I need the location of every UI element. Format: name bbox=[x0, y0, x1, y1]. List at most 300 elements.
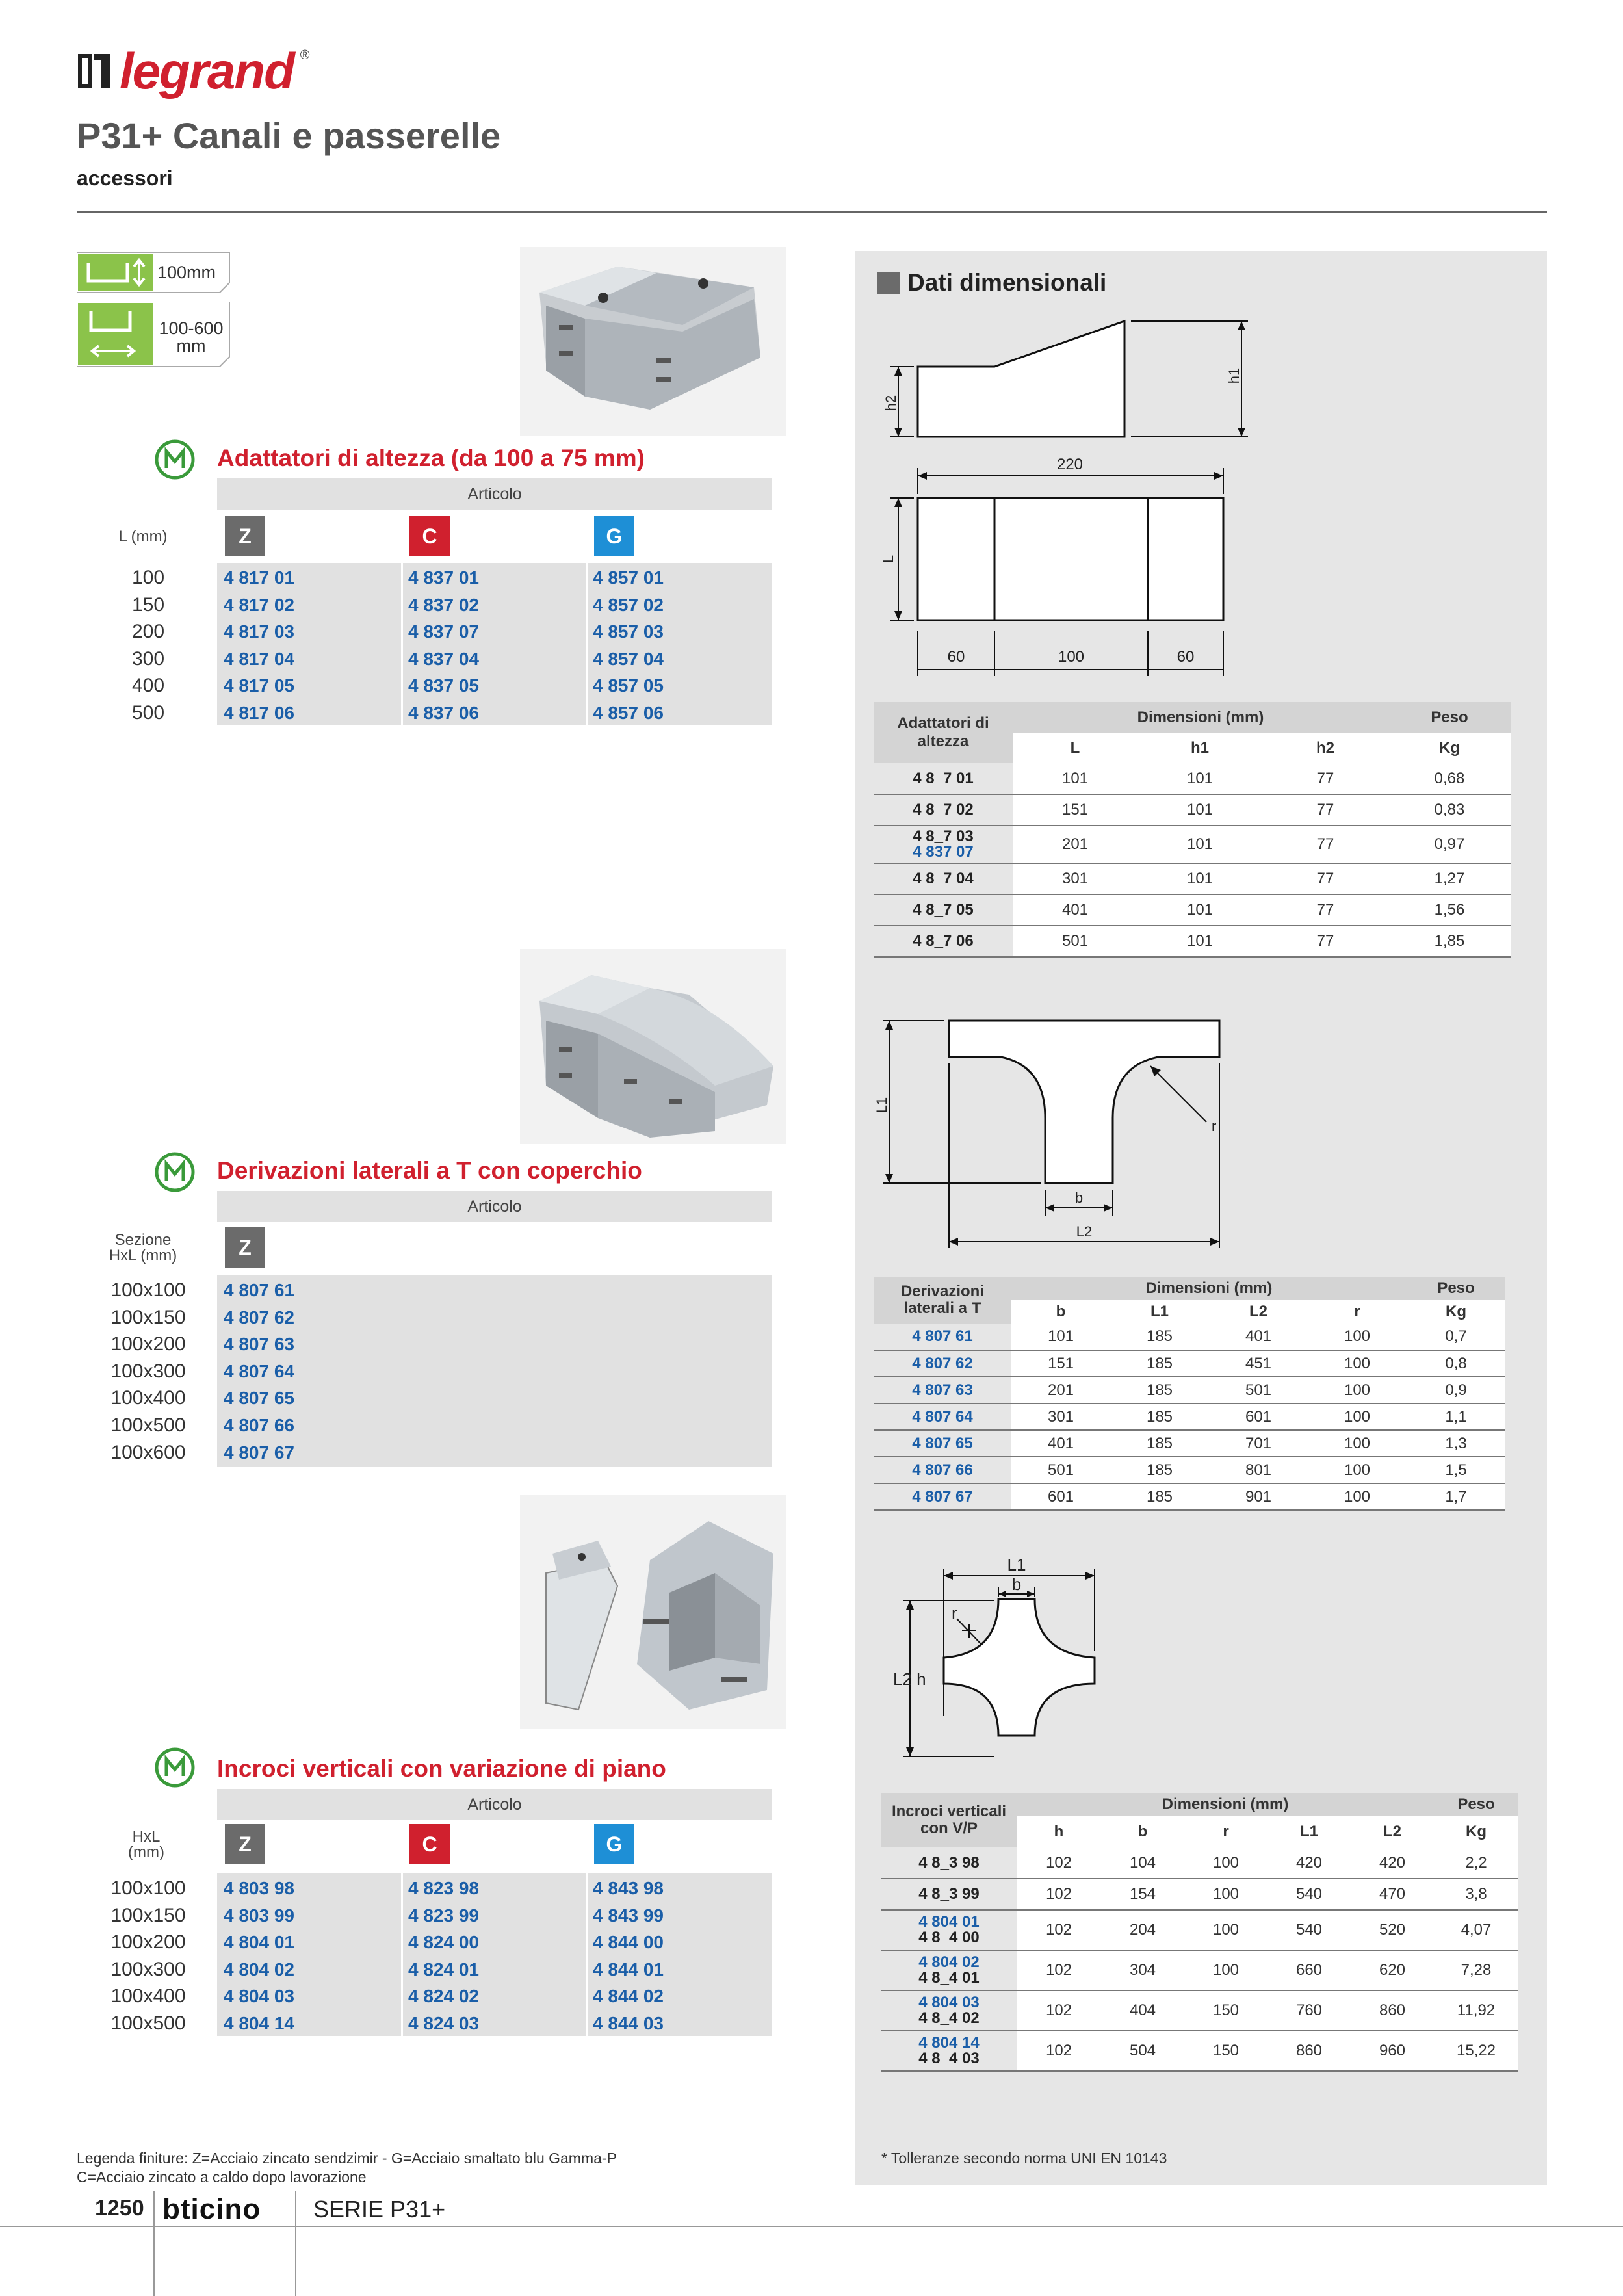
column-header: Kg bbox=[1388, 733, 1511, 763]
table-cell: 1,85 bbox=[1388, 926, 1511, 957]
list-item: 100x600 bbox=[110, 1441, 186, 1463]
table-cell: 101 bbox=[1137, 763, 1262, 794]
row-code: 4 807 63 bbox=[874, 1377, 1011, 1403]
table-cell: 960 bbox=[1351, 2031, 1434, 2071]
adattatore-dimension-diagram bbox=[871, 306, 1261, 683]
table-cell: 101 bbox=[1011, 1324, 1110, 1350]
table-cell: 100 bbox=[1184, 1847, 1267, 1879]
column-header: r bbox=[1308, 1300, 1407, 1324]
table-cell: 185 bbox=[1110, 1377, 1209, 1403]
column-header: L1 bbox=[1110, 1300, 1209, 1324]
table-group-header: Dimensioni (mm) bbox=[1017, 1793, 1434, 1816]
table-cell: 0,7 bbox=[1407, 1324, 1505, 1350]
list-item: 100x400 bbox=[110, 1985, 186, 2007]
product-code: 4 844 01 bbox=[593, 1959, 664, 1979]
table-cell: 100 bbox=[1308, 1430, 1407, 1457]
table-cell: 540 bbox=[1267, 1910, 1351, 1950]
table-cell: 102 bbox=[1017, 1879, 1101, 1910]
table-row bbox=[874, 863, 1511, 894]
product-code: 4 857 01 bbox=[593, 567, 664, 588]
product-code: 4 857 03 bbox=[593, 621, 664, 642]
table-cell: 201 bbox=[1013, 826, 1137, 863]
table-cell: 0,83 bbox=[1388, 794, 1511, 826]
table-cell: 860 bbox=[1351, 1990, 1434, 2031]
derivazioni-l-column bbox=[103, 1277, 194, 1466]
list-item: 100x200 bbox=[110, 1333, 186, 1355]
table-cell: 0,68 bbox=[1388, 763, 1511, 794]
table-row bbox=[881, 1990, 1518, 2031]
legrand-logo bbox=[77, 43, 309, 99]
column-header: Kg bbox=[1434, 1816, 1518, 1847]
table-cell: 501 bbox=[1011, 1457, 1110, 1483]
table-cell: 620 bbox=[1351, 1950, 1434, 1990]
column-header: h bbox=[1017, 1816, 1101, 1847]
dim-label: 60 bbox=[947, 648, 965, 666]
table-cell: 404 bbox=[1101, 1990, 1184, 2031]
row-code-alt: 4 804 03 bbox=[918, 1994, 980, 2011]
table-row bbox=[874, 763, 1511, 794]
product-code: 4 843 99 bbox=[593, 1905, 664, 1925]
table-peso-header: Peso bbox=[1407, 1277, 1505, 1300]
row-code: 4 8_7 04 bbox=[874, 863, 1013, 894]
table-corner: Incroci verticali con V/P bbox=[881, 1793, 1017, 1847]
product-code: 4 807 67 bbox=[224, 1442, 294, 1463]
adattatori-l-column bbox=[110, 564, 186, 727]
row-code-alt: 4 804 14 bbox=[918, 2034, 980, 2052]
finish-z-icon: Z bbox=[225, 1824, 265, 1864]
dim-label: L2 h bbox=[893, 1669, 926, 1689]
product-code: 4 817 05 bbox=[224, 675, 294, 696]
list-item: 400 bbox=[131, 675, 165, 697]
brand-name: legrand bbox=[120, 42, 294, 99]
column-header: h2 bbox=[1262, 733, 1388, 763]
table-cell: 0,97 bbox=[1388, 826, 1511, 863]
table-row bbox=[874, 1403, 1505, 1430]
table-cell: 101 bbox=[1013, 763, 1137, 794]
adattatori-articolo-header: Articolo bbox=[217, 478, 772, 510]
table-cell: 154 bbox=[1101, 1879, 1184, 1910]
column-header: L2 bbox=[1209, 1300, 1308, 1324]
table-cell: 77 bbox=[1262, 826, 1388, 863]
row-code: 4 8_4 03 bbox=[918, 2050, 980, 2067]
table-row bbox=[874, 794, 1511, 826]
derivazione-product-image bbox=[520, 949, 786, 1144]
height-badge-label: 100mm bbox=[157, 263, 216, 282]
product-code: 4 824 01 bbox=[408, 1959, 479, 1979]
column-header: b bbox=[1011, 1300, 1110, 1324]
table-cell: 101 bbox=[1137, 794, 1262, 826]
product-code: 4 837 05 bbox=[408, 675, 479, 696]
row-code: 4 807 61 bbox=[874, 1324, 1011, 1350]
table-cell: 801 bbox=[1209, 1457, 1308, 1483]
table-row bbox=[874, 894, 1511, 926]
incroci-c-codes bbox=[402, 1875, 584, 2037]
incroci-title: Incroci verticali con variazione di piano bbox=[217, 1755, 666, 1782]
list-item: 100x200 bbox=[110, 1931, 186, 1953]
column-header: b bbox=[1101, 1816, 1184, 1847]
table-row bbox=[874, 1324, 1505, 1350]
table-row bbox=[874, 826, 1511, 863]
table-cell: 101 bbox=[1137, 926, 1262, 957]
product-code: 4 837 02 bbox=[408, 594, 479, 615]
product-code: 4 804 01 bbox=[224, 1932, 294, 1953]
product-code: 4 844 00 bbox=[593, 1932, 664, 1953]
table-row bbox=[881, 1879, 1518, 1910]
table-cell: 185 bbox=[1110, 1350, 1209, 1377]
adattatori-dim-table bbox=[874, 702, 1511, 958]
product-code: 4 843 98 bbox=[593, 1878, 664, 1898]
footer-vline bbox=[295, 2191, 296, 2296]
label-line: HxL (mm) bbox=[109, 1247, 177, 1264]
row-code: 4 807 62 bbox=[874, 1350, 1011, 1377]
table-cell: 301 bbox=[1013, 863, 1137, 894]
row-code-alt: 4 804 01 bbox=[918, 1913, 980, 1931]
list-item: 150 bbox=[131, 594, 165, 616]
product-code: 4 824 03 bbox=[408, 2013, 479, 2033]
product-code: 4 844 03 bbox=[593, 2013, 664, 2033]
table-cell: 520 bbox=[1351, 1910, 1434, 1950]
table-cell: 77 bbox=[1262, 894, 1388, 926]
width-badge bbox=[77, 302, 230, 367]
finish-c-icon: C bbox=[409, 1824, 450, 1864]
table-cell: 4,07 bbox=[1434, 1910, 1518, 1950]
product-code: 4 803 98 bbox=[224, 1878, 294, 1898]
row-code-alt: 4 804 02 bbox=[918, 1953, 980, 1971]
table-cell: 151 bbox=[1011, 1350, 1110, 1377]
product-code: 4 857 02 bbox=[593, 594, 664, 615]
row-code: 4 8_7 02 bbox=[874, 794, 1013, 826]
dim-label: 220 bbox=[1056, 456, 1084, 473]
dim-label: L1 bbox=[874, 1097, 890, 1114]
product-code: 4 804 03 bbox=[224, 1986, 294, 2007]
certification-icon bbox=[155, 1152, 195, 1192]
table-row bbox=[874, 1430, 1505, 1457]
product-code: 4 837 07 bbox=[408, 621, 479, 642]
incroci-articolo-header: Articolo bbox=[217, 1789, 772, 1820]
table-cell: 301 bbox=[1011, 1403, 1110, 1430]
table-cell: 150 bbox=[1184, 2031, 1267, 2071]
product-code: 4 807 66 bbox=[224, 1415, 294, 1435]
table-cell: 540 bbox=[1267, 1879, 1351, 1910]
incroci-l-column bbox=[103, 1875, 194, 2037]
list-item: 500 bbox=[131, 701, 165, 724]
list-item: 100x400 bbox=[110, 1387, 186, 1409]
bticino-logo: bticino bbox=[162, 2193, 261, 2225]
list-item: 300 bbox=[131, 647, 165, 670]
product-code: 4 817 01 bbox=[224, 567, 294, 588]
table-cell: 420 bbox=[1351, 1847, 1434, 1879]
product-code: 4 857 05 bbox=[593, 675, 664, 696]
table-row bbox=[874, 1483, 1505, 1510]
adattatori-l-label: L (mm) bbox=[118, 528, 168, 545]
derivazioni-articolo-header: Articolo bbox=[217, 1191, 772, 1222]
product-code: 4 817 04 bbox=[224, 648, 294, 669]
product-code: 4 857 04 bbox=[593, 648, 664, 669]
product-code: 4 817 03 bbox=[224, 621, 294, 642]
table-cell: 101 bbox=[1137, 863, 1262, 894]
table-group-header: Dimensioni (mm) bbox=[1011, 1277, 1407, 1300]
legend-line: C=Acciaio zincato a caldo dopo lavorazione bbox=[77, 2169, 367, 2185]
column-header: L bbox=[1013, 733, 1137, 763]
row-code: 4 8_7 05 bbox=[874, 894, 1013, 926]
row-code: 4 8_7 03 bbox=[913, 828, 974, 845]
table-cell: 100 bbox=[1308, 1457, 1407, 1483]
table-cell: 1,27 bbox=[1388, 863, 1511, 894]
table-cell: 77 bbox=[1262, 863, 1388, 894]
table-cell: 102 bbox=[1017, 2031, 1101, 2071]
list-item: 100x500 bbox=[110, 1414, 186, 1436]
list-item: 100x500 bbox=[110, 2012, 186, 2034]
page-title: P31+ Canali e passerelle bbox=[77, 115, 501, 156]
table-row bbox=[874, 926, 1511, 957]
row-code: 4 8_4 00 bbox=[918, 1929, 980, 1946]
table-cell: 660 bbox=[1267, 1950, 1351, 1990]
product-code: 4 823 99 bbox=[408, 1905, 479, 1925]
product-code: 4 804 02 bbox=[224, 1959, 294, 1979]
table-cell: 304 bbox=[1101, 1950, 1184, 1990]
table-cell: 1,3 bbox=[1407, 1430, 1505, 1457]
row-code: 4 8_3 98 bbox=[918, 1853, 980, 1872]
table-cell: 760 bbox=[1267, 1990, 1351, 2031]
dim-label: b bbox=[1011, 1574, 1022, 1594]
product-code: 4 844 02 bbox=[593, 1986, 664, 2007]
table-cell: 185 bbox=[1110, 1324, 1209, 1350]
list-item: 100x300 bbox=[110, 1958, 186, 1980]
table-cell: 3,8 bbox=[1434, 1879, 1518, 1910]
table-cell: 185 bbox=[1110, 1483, 1209, 1510]
legend-line: Legenda finiture: Z=Acciaio zincato sendzimir - G=Acciaio smaltato blu Gamma-P bbox=[77, 2150, 617, 2167]
finish-z-icon: Z bbox=[225, 1227, 265, 1268]
label-line: HxL bbox=[132, 1828, 161, 1846]
product-code: 4 837 04 bbox=[408, 648, 479, 669]
incroci-dim-table bbox=[881, 1793, 1518, 2072]
product-code: 4 837 06 bbox=[408, 702, 479, 723]
product-code: 4 824 00 bbox=[408, 1932, 479, 1953]
table-cell: 701 bbox=[1209, 1430, 1308, 1457]
dim-label: 100 bbox=[1058, 648, 1085, 666]
row-code: 4 807 65 bbox=[874, 1430, 1011, 1457]
table-peso-header: Peso bbox=[1388, 702, 1511, 733]
row-code: 4 807 66 bbox=[874, 1457, 1011, 1483]
table-cell: 100 bbox=[1308, 1483, 1407, 1510]
table-cell: 100 bbox=[1308, 1403, 1407, 1430]
adattatori-z-codes bbox=[217, 564, 399, 727]
tolleranze-note: * Tolleranze secondo norma UNI EN 10143 bbox=[881, 2150, 1167, 2167]
table-cell: 470 bbox=[1351, 1879, 1434, 1910]
table-cell: 601 bbox=[1011, 1483, 1110, 1510]
table-cell: 420 bbox=[1267, 1847, 1351, 1879]
row-code: 4 8_4 02 bbox=[918, 2009, 980, 2027]
incrocio-product-image bbox=[520, 1495, 786, 1729]
dim-label: L1 bbox=[1007, 1555, 1026, 1574]
footer-divider bbox=[0, 2226, 1623, 2227]
table-cell: 601 bbox=[1209, 1403, 1308, 1430]
table-cell: 201 bbox=[1011, 1377, 1110, 1403]
finish-z-icon: Z bbox=[225, 516, 265, 556]
table-row bbox=[874, 1377, 1505, 1403]
table-cell: 100 bbox=[1184, 1950, 1267, 1990]
adattatore-product-image bbox=[520, 247, 786, 436]
table-cell: 77 bbox=[1262, 763, 1388, 794]
finish-c-icon: C bbox=[409, 516, 450, 556]
product-code: 4 817 02 bbox=[224, 594, 294, 615]
finish-g-icon: G bbox=[594, 1824, 634, 1864]
product-code: 4 807 62 bbox=[224, 1307, 294, 1327]
table-cell: 204 bbox=[1101, 1910, 1184, 1950]
product-code: 4 807 61 bbox=[224, 1280, 294, 1300]
brand-reg: ® bbox=[300, 48, 310, 62]
incrocio-dimension-diagram bbox=[871, 1547, 1144, 1762]
footer-serie: SERIE P31+ bbox=[313, 2196, 446, 2223]
adattatori-g-codes bbox=[586, 564, 768, 727]
dim-label: 60 bbox=[1176, 648, 1195, 666]
legrand-mark-icon bbox=[77, 50, 113, 92]
table-cell: 185 bbox=[1110, 1403, 1209, 1430]
product-code: 4 823 98 bbox=[408, 1878, 479, 1898]
height-badge bbox=[77, 252, 230, 293]
table-cell: 104 bbox=[1101, 1847, 1184, 1879]
table-cell: 1,7 bbox=[1407, 1483, 1505, 1510]
derivazioni-sezione-label bbox=[97, 1233, 188, 1264]
table-corner: Adattatori di altezza bbox=[874, 702, 1013, 763]
incroci-g-codes bbox=[586, 1875, 768, 2037]
table-row bbox=[881, 1910, 1518, 1950]
footer-vline bbox=[153, 2191, 155, 2296]
adattatori-title: Adattatori di altezza (da 100 a 75 mm) bbox=[217, 445, 645, 471]
row-code: 4 807 64 bbox=[874, 1403, 1011, 1430]
list-item: 100 bbox=[131, 567, 165, 588]
table-cell: 102 bbox=[1017, 1990, 1101, 2031]
table-cell: 150 bbox=[1184, 1990, 1267, 2031]
table-cell: 1,1 bbox=[1407, 1403, 1505, 1430]
table-cell: 100 bbox=[1308, 1377, 1407, 1403]
table-group-header: Dimensioni (mm) bbox=[1013, 702, 1388, 733]
table-cell: 504 bbox=[1101, 2031, 1184, 2071]
label-line: (mm) bbox=[128, 1844, 164, 1861]
table-cell: 100 bbox=[1308, 1350, 1407, 1377]
derivazione-dimension-diagram bbox=[871, 1001, 1235, 1261]
square-bullet-icon bbox=[877, 272, 900, 294]
product-code: 4 807 65 bbox=[224, 1388, 294, 1409]
certification-icon bbox=[155, 1747, 195, 1788]
product-code: 4 803 99 bbox=[224, 1905, 294, 1925]
table-row bbox=[881, 2031, 1518, 2071]
page-subtitle: accessori bbox=[77, 166, 173, 190]
column-header: Kg bbox=[1407, 1300, 1505, 1324]
table-cell: 101 bbox=[1137, 894, 1262, 926]
dim-label: r bbox=[952, 1603, 957, 1623]
table-cell: 0,8 bbox=[1407, 1350, 1505, 1377]
table-cell: 102 bbox=[1017, 1950, 1101, 1990]
table-row bbox=[874, 1350, 1505, 1377]
table-cell: 100 bbox=[1184, 1879, 1267, 1910]
finish-g-icon: G bbox=[594, 516, 634, 556]
product-code: 4 857 06 bbox=[593, 702, 664, 723]
incroci-hxl-label bbox=[110, 1829, 182, 1860]
table-cell: 15,22 bbox=[1434, 2031, 1518, 2071]
product-code: 4 837 01 bbox=[408, 567, 479, 588]
product-code: 4 807 63 bbox=[224, 1334, 294, 1355]
table-row bbox=[881, 1950, 1518, 1990]
table-cell: 11,92 bbox=[1434, 1990, 1518, 2031]
column-header: L2 bbox=[1351, 1816, 1434, 1847]
derivazioni-title: Derivazioni laterali a T con coperchio bbox=[217, 1157, 642, 1184]
table-row bbox=[881, 1847, 1518, 1879]
dim-label: b bbox=[1074, 1190, 1084, 1206]
product-code: 4 824 02 bbox=[408, 1986, 479, 2007]
table-cell: 401 bbox=[1209, 1324, 1308, 1350]
table-cell: 101 bbox=[1137, 826, 1262, 863]
dim-label: L bbox=[880, 554, 896, 564]
list-item: 100x150 bbox=[110, 1306, 186, 1328]
row-code: 4 8_4 01 bbox=[918, 1969, 980, 1987]
dim-label: h1 bbox=[1226, 367, 1242, 384]
table-cell: 901 bbox=[1209, 1483, 1308, 1510]
table-cell: 77 bbox=[1262, 794, 1388, 826]
table-cell: 100 bbox=[1308, 1324, 1407, 1350]
row-code: 4 8_7 06 bbox=[874, 926, 1013, 957]
table-cell: 100 bbox=[1184, 1910, 1267, 1950]
table-cell: 77 bbox=[1262, 926, 1388, 957]
column-header: h1 bbox=[1137, 733, 1262, 763]
table-cell: 185 bbox=[1110, 1457, 1209, 1483]
dim-label: L2 bbox=[1076, 1223, 1093, 1240]
product-code: 4 817 06 bbox=[224, 702, 294, 723]
derivazioni-dim-table bbox=[874, 1277, 1505, 1511]
list-item: 100x150 bbox=[110, 1904, 186, 1926]
label-line: Sezione bbox=[114, 1231, 172, 1249]
table-cell: 451 bbox=[1209, 1350, 1308, 1377]
table-cell: 401 bbox=[1011, 1430, 1110, 1457]
table-cell: 2,2 bbox=[1434, 1847, 1518, 1879]
table-row bbox=[874, 1457, 1505, 1483]
adattatori-c-codes bbox=[402, 564, 584, 727]
page-number: 1250 bbox=[95, 2196, 144, 2221]
table-corner: Derivazioni laterali a T bbox=[874, 1277, 1011, 1324]
width-badge-label: 100-600 mm bbox=[159, 319, 224, 356]
table-cell: 151 bbox=[1013, 794, 1137, 826]
legend bbox=[77, 2149, 792, 2187]
table-cell: 401 bbox=[1013, 894, 1137, 926]
incroci-z-codes bbox=[217, 1875, 399, 2037]
table-cell: 102 bbox=[1017, 1910, 1101, 1950]
list-item: 100x300 bbox=[110, 1360, 186, 1382]
table-cell: 501 bbox=[1209, 1377, 1308, 1403]
product-code: 4 807 64 bbox=[224, 1361, 294, 1381]
derivazioni-z-codes bbox=[217, 1277, 399, 1466]
table-cell: 185 bbox=[1110, 1430, 1209, 1457]
product-code: 4 804 14 bbox=[224, 2013, 294, 2033]
row-code: 4 8_7 01 bbox=[874, 763, 1013, 794]
column-header: r bbox=[1184, 1816, 1267, 1847]
column-header: L1 bbox=[1267, 1816, 1351, 1847]
table-cell: 102 bbox=[1017, 1847, 1101, 1879]
dim-label: r bbox=[1212, 1118, 1217, 1134]
table-cell: 1,5 bbox=[1407, 1457, 1505, 1483]
table-cell: 7,28 bbox=[1434, 1950, 1518, 1990]
row-code: 4 807 67 bbox=[874, 1483, 1011, 1510]
dati-title: Dati dimensionali bbox=[907, 269, 1107, 296]
table-cell: 860 bbox=[1267, 2031, 1351, 2071]
table-cell: 0,9 bbox=[1407, 1377, 1505, 1403]
header-divider bbox=[77, 211, 1547, 213]
table-cell: 501 bbox=[1013, 926, 1137, 957]
list-item: 100x100 bbox=[110, 1877, 186, 1899]
dim-label: h2 bbox=[883, 395, 899, 411]
list-item: 100x100 bbox=[110, 1279, 186, 1301]
table-cell: 1,56 bbox=[1388, 894, 1511, 926]
certification-icon bbox=[155, 439, 195, 480]
